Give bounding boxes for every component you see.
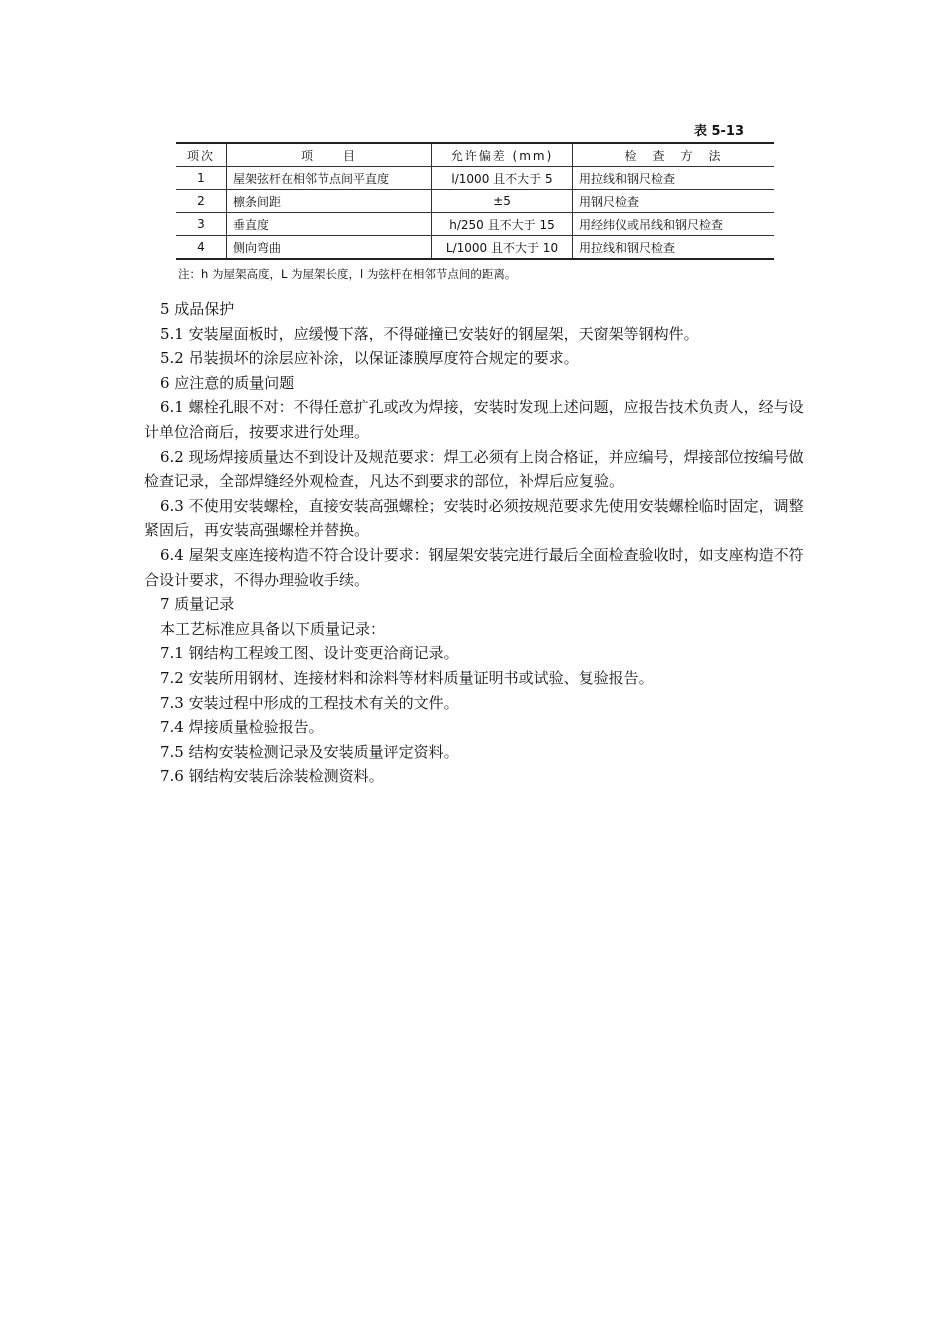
list-item: 7.3 安装过程中形成的工程技术有关的文件。 — [160, 693, 459, 712]
table-row — [176, 213, 774, 236]
cell-item: 侧向弯曲 — [227, 236, 432, 260]
cell-tolerance: l/1000 且不大于 5 — [432, 167, 573, 190]
cell-tolerance: ±5 — [432, 190, 573, 213]
header-method: 检 查 方 法 — [573, 143, 775, 167]
paragraph: 6.1 螺栓孔眼不对：不得任意扩孔或改为焊接，安装时发现上述问题，应报告技术负责人，经与设计单位洽商后，按要求进行处理。 — [144, 398, 804, 441]
paragraph: 6.3 不使用安装螺栓，直接安装高强螺栓；安装时必须按规范要求先使用安装螺栓临时固定，调整紧固后，再安装高强螺栓并替换。 — [144, 496, 804, 540]
paragraph: 6.4 屋架支座连接构造不符合设计要求：钢屋架安装完进行最后全面检查验收时，如支座构造不符合设计要求，不得办理验收手续。 — [144, 545, 804, 589]
cell-tolerance: L/1000 且不大于 10 — [432, 236, 573, 260]
table-header-row — [176, 143, 774, 167]
list-item: 7.1 钢结构工程竣工图、设计变更洽商记录。 — [160, 644, 459, 663]
tolerance-table-block — [176, 122, 774, 282]
paragraph: 本工艺标准应具备以下质量记录： — [160, 619, 386, 638]
table-row — [176, 167, 774, 190]
cell-item-no: 3 — [176, 213, 227, 236]
list-item: 7.6 钢结构安装后涂装检测资料。 — [160, 767, 384, 786]
tolerance-table — [176, 142, 774, 260]
header-item-no: 项次 — [176, 143, 227, 167]
list-item: 7.5 结构安装检测记录及安装质量评定资料。 — [160, 742, 459, 761]
paragraph: 5.2 吊装损坏的涂层应补涂，以保证漆膜厚度符合规定的要求。 — [160, 349, 579, 368]
table-row — [176, 236, 774, 260]
cell-tolerance: h/250 且不大于 15 — [432, 213, 573, 236]
document-body — [144, 297, 818, 789]
table-note: 注：h 为屋架高度，L 为屋架长度，l 为弦杆在相邻节点间的距离。 — [178, 267, 517, 281]
table-caption: 表 5-13 — [693, 124, 744, 139]
cell-item: 屋架弦杆在相邻节点间平直度 — [227, 167, 432, 190]
header-item: 项 目 — [227, 143, 432, 167]
cell-item: 檩条间距 — [227, 190, 432, 213]
cell-item: 垂直度 — [227, 213, 432, 236]
cell-item-no: 2 — [176, 190, 227, 213]
header-tolerance: 允许偏差 (mm) — [432, 143, 573, 167]
section-heading: 6 应注意的质量问题 — [160, 373, 295, 392]
section-heading: 7 质量记录 — [160, 595, 235, 614]
cell-method: 用钢尺检查 — [573, 190, 775, 213]
paragraph: 6.2 现场焊接质量达不到设计及规范要求：焊工必须有上岗合格证，并应编号，焊接部位按编号做检查记录，全部焊缝经外观检查，凡达不到要求的部位，补焊后应复验。 — [144, 447, 804, 491]
section-heading: 5 成品保护 — [160, 300, 235, 318]
list-item: 7.2 安装所用钢材、连接材料和涂料等材料质量证明书或试验、复验报告。 — [160, 668, 654, 687]
cell-item-no: 4 — [176, 236, 227, 260]
list-item: 7.4 焊接质量检验报告。 — [160, 718, 324, 737]
cell-method: 用拉线和钢尺检查 — [573, 167, 775, 190]
cell-method: 用拉线和钢尺检查 — [573, 236, 775, 260]
table-row — [176, 190, 774, 213]
cell-item-no: 1 — [176, 167, 227, 190]
paragraph: 5.1 安装屋面板时，应缓慢下落，不得碰撞已安装好的钢屋架，天窗架等钢构件。 — [160, 324, 699, 343]
cell-method: 用经纬仪或吊线和钢尺检查 — [573, 213, 775, 236]
